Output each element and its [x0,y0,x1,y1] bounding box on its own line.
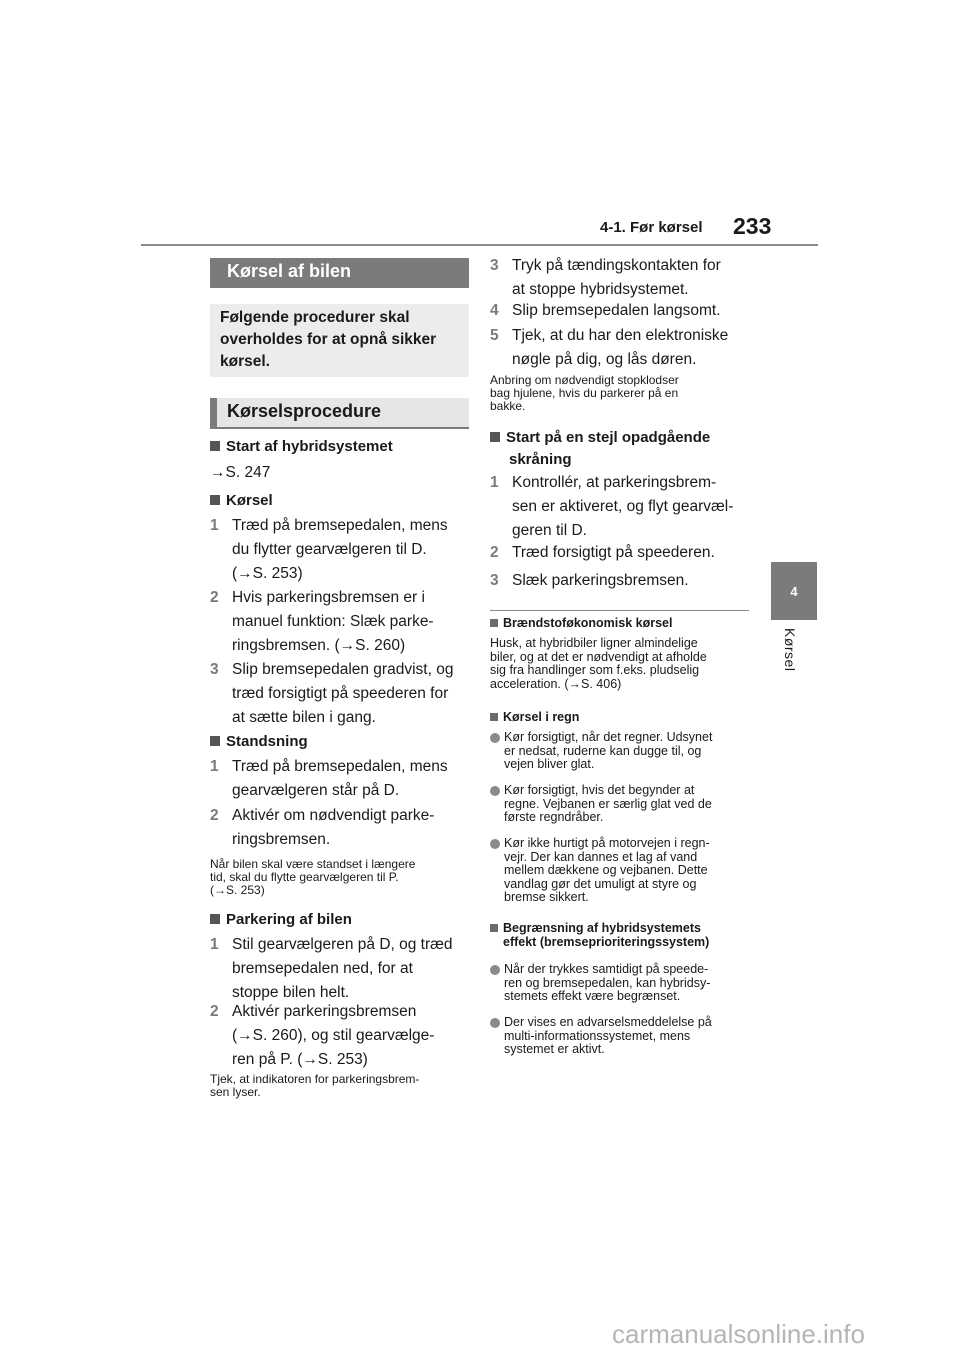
bullet-item: Kør ikke hurtigt på motorvejen i regn- vejr. Der kan dannes et lag af vand mellem dækkene og vejbanen. Dette vandlag gør det umuligt at styre og bremse sikkert. [490,837,752,905]
bullet-item: Der vises en advarselsmeddelelse på multi-informationssystemet, mens systemet er aktivt. [490,1016,752,1057]
square-bullet-icon [210,914,220,924]
square-bullet-icon [490,619,498,627]
circle-bullet-icon [490,839,500,849]
circle-bullet-icon [490,786,500,796]
watermark: carmanualsonline.info [612,1319,865,1349]
circle-bullet-icon [490,965,500,975]
bullet-item: Kør forsigtigt, hvis det begynder at regne. Vejbanen er særlig glat ved de første regndråber. [490,784,752,825]
circle-bullet-icon [490,733,500,743]
parking-continued-note: Anbring om nødvendigt stopklodser bag hjulene, hvis du parkerer på en bakke. [490,373,679,413]
square-bullet-icon [490,924,498,932]
step-item: 4 Slip bremsepedalen langsomt. [490,302,721,319]
step-item: 2 Aktivér om nødvendigt parke- ringsbremsen. [210,807,435,848]
square-bullet-icon [490,432,500,442]
header-rule [141,244,818,246]
page-number: 233 [733,213,772,239]
main-heading-text: Kørsel af bilen [227,261,352,281]
note-title-rain: Kørsel i regn [490,710,579,724]
bullet-item: Når der trykkes samtidigt på speede- ren og bremsepedalen, kan hybridsy- stemets effekt være begrænset. [490,963,752,1004]
step-item: 3 Tryk på tændingskontakten for at stoppe hybridsystemet. [490,257,721,298]
sub-heading [210,398,469,429]
square-bullet-icon [210,441,220,451]
section-title-start: Start af hybridsystemet [210,437,393,457]
chapter-tab-label: Kørsel [782,628,798,672]
fuel-text: Husk, at hybridbiler ligner almindelige biler, og at det er nødvendigt at afholde sig fra handlinger som f.eks. pludselig acceleration. (→S. 406) [490,636,707,691]
intro-text: Følgende procedurer skal overholdes for at opnå sikker kørsel. [220,309,437,370]
sub-heading-text: Kørselsprocedure [227,401,382,421]
start-reference[interactable]: →S. 247 [210,464,271,481]
section-title-driving: Kørsel [210,491,273,511]
circle-bullet-icon [490,1018,500,1028]
step-item: 1 Træd på bremsepedalen, mens gearvælgeren står på D. [210,758,448,799]
section-title-stopping: Standsning [210,732,308,752]
step-item: 2 Aktivér parkeringsbremsen (→S. 260), og stil gearvælge- ren på P. (→S. 253) [210,1003,435,1068]
arrow-right-icon: → [210,464,226,481]
square-bullet-icon [210,736,220,746]
section-label: 4-1. Før kørsel [600,219,703,236]
step-item: 3 Slip bremsepedalen gradvist, og træd forsigtigt på speederen for at sætte bilen i gang. [210,661,454,726]
step-item: 1 Kontrollér, at parkeringsbrem- sen er aktiveret, og flyt gearvæl- geren til D. [490,474,734,539]
main-heading [210,258,469,288]
section-title-uphill: Start på en stejl opadgående skråning [490,428,752,470]
square-bullet-icon [210,495,220,505]
intro-box [210,304,469,377]
bullet-item: Kør forsigtigt, når det regner. Udsynet er nedsat, ruderne kan dugge til, og vejen bliver glat. [490,731,752,772]
stopping-note: Når bilen skal være standset i længere tid, skal du flytte gearvælgeren til P. (→S. 253) [210,857,416,897]
note-title-fuel: Brændstoføkonomisk kørsel [490,616,672,630]
step-item: 1 Træd på bremsepedalen, mens du flytter gearvælgeren til D. (→S. 253) [210,517,448,582]
parking-note: Tjek, at indikatoren for parkeringsbrem- sen lyser. [210,1072,420,1099]
chapter-tab[interactable]: 4 [771,562,817,620]
divider [490,610,749,611]
step-item: 2 Hvis parkeringsbremsen er i manuel funktion: Slæk parke- ringsbremsen. (→S. 260) [210,589,434,654]
note-title-limit: Begrænsning af hybridsystemets effekt (bremseprioriteringssystem) [490,921,752,949]
square-bullet-icon [490,713,498,721]
section-title-parking: Parkering af bilen [210,910,352,930]
step-item: 2 Træd forsigtigt på speederen. [490,544,715,561]
step-item: 3 Slæk parkeringsbremsen. [490,572,689,589]
step-item: 1 Stil gearvælgeren på D, og træd bremsepedalen ned, for at stoppe bilen helt. [210,936,453,1001]
step-item: 5 Tjek, at du har den elektroniske nøgle på dig, og lås døren. [490,327,729,368]
